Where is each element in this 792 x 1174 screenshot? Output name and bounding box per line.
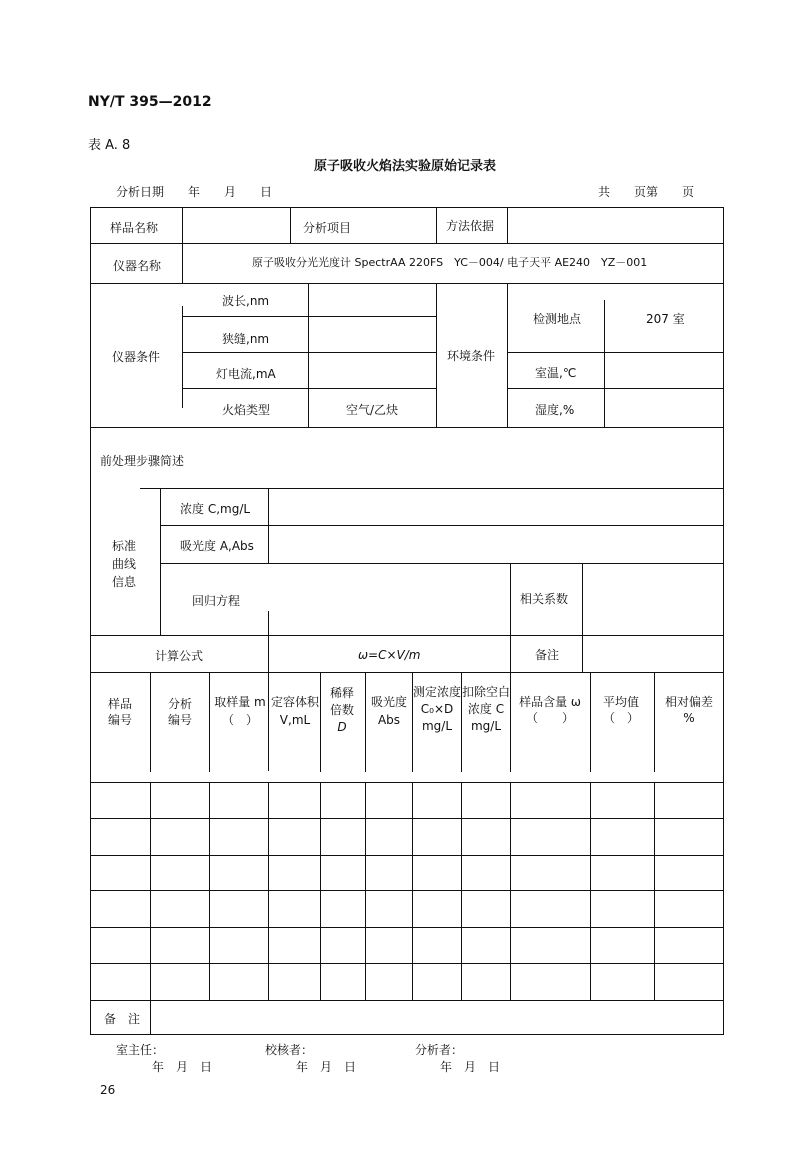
col-sample-content-unit: （ ） bbox=[525, 711, 575, 725]
divider bbox=[461, 782, 462, 1000]
remarks-label: 备 注 bbox=[104, 1012, 141, 1026]
concentration-label: 浓度 C,mg/L bbox=[180, 502, 251, 516]
lamp-current-label: 灯电流,mA bbox=[216, 367, 276, 381]
divider bbox=[182, 208, 183, 244]
divider bbox=[209, 672, 210, 772]
environment-label: 环境条件 bbox=[447, 349, 496, 363]
slit-label: 狭缝,nm bbox=[222, 332, 270, 346]
page-number: 26 bbox=[100, 1083, 116, 1097]
col-dilution-3: D bbox=[337, 720, 347, 734]
col-analysis-no: 分析 bbox=[167, 697, 193, 711]
row-line bbox=[507, 352, 724, 353]
humidity-label: 湿度,% bbox=[535, 403, 575, 417]
formula-value: ω=C×V/m bbox=[358, 648, 421, 662]
curve-label-1: 标准 bbox=[112, 539, 137, 553]
absorbance-label: 吸光度 A,Abs bbox=[180, 539, 254, 553]
divider bbox=[160, 488, 161, 636]
formula-note-label: 备注 bbox=[535, 648, 560, 662]
divider bbox=[150, 782, 151, 1035]
page-title: 原子吸收火焰法实验原始记录表 bbox=[313, 159, 497, 174]
col-absorbance-unit: Abs bbox=[377, 713, 401, 727]
curve-label-2: 曲线 bbox=[112, 557, 137, 571]
divider bbox=[320, 782, 321, 1000]
row-line bbox=[90, 635, 724, 636]
row-line bbox=[182, 352, 436, 353]
checker-label: 校核者： bbox=[265, 1043, 314, 1057]
curve-label-3: 信息 bbox=[112, 575, 137, 589]
row-line bbox=[90, 855, 724, 856]
divider bbox=[510, 563, 511, 673]
divider bbox=[507, 283, 508, 427]
col-dilution-2: 倍数 bbox=[329, 703, 355, 717]
divider bbox=[268, 782, 269, 1000]
divider bbox=[436, 283, 437, 427]
regression-label: 回归方程 bbox=[192, 594, 241, 608]
row-line bbox=[90, 890, 724, 891]
col-measured-conc-2: C₀×D bbox=[420, 702, 454, 716]
divider bbox=[510, 782, 511, 1000]
col-blank-conc: 扣除空白 bbox=[461, 685, 511, 699]
col-sample-no-2: 编号 bbox=[107, 713, 133, 727]
divider bbox=[182, 243, 183, 283]
row-line bbox=[90, 1000, 724, 1001]
flame-type-value: 空气/乙炔 bbox=[346, 403, 399, 417]
method-basis-label: 方法依据 bbox=[446, 219, 495, 233]
row-line bbox=[160, 525, 724, 526]
divider bbox=[365, 672, 366, 772]
divider bbox=[268, 611, 269, 771]
divider bbox=[150, 672, 151, 772]
test-site-label: 检测地点 bbox=[533, 312, 582, 326]
divider bbox=[654, 782, 655, 1000]
col-average-unit: （ ） bbox=[602, 711, 640, 725]
formula-label: 计算公式 bbox=[155, 649, 204, 663]
divider bbox=[590, 672, 591, 772]
standard-code: NY/T 395—2012 bbox=[88, 94, 212, 110]
row-line bbox=[507, 388, 724, 389]
row-line bbox=[90, 283, 724, 284]
row-line bbox=[140, 488, 724, 489]
page-count-label: 共 页第 页 bbox=[598, 185, 695, 199]
col-measured-conc-3: mg/L bbox=[421, 719, 453, 733]
divider bbox=[412, 782, 413, 1000]
analyst-label: 分析者： bbox=[415, 1043, 464, 1057]
pretreatment-label: 前处理步骤简述 bbox=[100, 454, 185, 468]
col-sample-mass: 取样量 m bbox=[214, 695, 266, 709]
divider bbox=[510, 672, 511, 772]
row-line bbox=[160, 563, 724, 564]
divider bbox=[604, 300, 605, 427]
row-line bbox=[90, 427, 724, 428]
analyst-date: 年 月 日 bbox=[440, 1060, 501, 1074]
col-blank-conc-2: 浓度 C bbox=[467, 702, 505, 716]
director-label: 室主任： bbox=[116, 1043, 165, 1057]
divider bbox=[365, 782, 366, 1000]
checker-date: 年 月 日 bbox=[296, 1060, 357, 1074]
divider bbox=[320, 672, 321, 772]
row-line bbox=[90, 672, 724, 673]
row-line bbox=[90, 963, 724, 964]
divider bbox=[268, 488, 269, 564]
analysis-item-label: 分析项目 bbox=[303, 221, 352, 235]
director-date: 年 月 日 bbox=[152, 1060, 213, 1074]
col-volume-unit: V,mL bbox=[279, 713, 311, 727]
row-line bbox=[90, 927, 724, 928]
table-number: 表 A. 8 bbox=[88, 138, 131, 153]
divider bbox=[290, 208, 291, 244]
correlation-label: 相关系数 bbox=[520, 592, 569, 606]
col-absorbance: 吸光度 bbox=[370, 695, 408, 709]
col-analysis-no-2: 编号 bbox=[167, 713, 193, 727]
divider bbox=[590, 782, 591, 1000]
room-temp-label: 室温,℃ bbox=[535, 366, 577, 380]
row-line bbox=[90, 782, 724, 783]
flame-type-label: 火焰类型 bbox=[222, 403, 271, 417]
row-line bbox=[182, 316, 436, 317]
test-site-value: 207 室 bbox=[646, 312, 685, 326]
divider bbox=[436, 208, 437, 244]
col-volume: 定容体积 bbox=[270, 695, 320, 709]
instrument-conditions-label: 仪器条件 bbox=[112, 350, 161, 364]
row-line bbox=[90, 243, 724, 244]
wavelength-label: 波长,nm bbox=[222, 294, 270, 308]
row-line bbox=[182, 388, 436, 389]
col-sample-mass-unit: （ ） bbox=[221, 713, 259, 727]
divider bbox=[182, 306, 183, 408]
col-sample-no: 样品 bbox=[107, 697, 133, 711]
sample-name-label: 样品名称 bbox=[110, 221, 159, 235]
divider bbox=[582, 563, 583, 673]
divider bbox=[507, 208, 508, 244]
instrument-name-label: 仪器名称 bbox=[113, 259, 162, 273]
col-sample-content: 样品含量 ω bbox=[519, 695, 581, 709]
col-average: 平均值 bbox=[602, 695, 640, 709]
instrument-name-value: 原子吸收分光光度计 SpectrAA 220FS YC－004/ 电子天平 AE240 YZ－001 bbox=[252, 256, 648, 269]
col-relative-deviation: 相对偏差 bbox=[664, 695, 714, 709]
divider bbox=[308, 283, 309, 427]
col-measured-conc: 测定浓度 bbox=[412, 685, 462, 699]
row-line bbox=[90, 818, 724, 819]
record-table bbox=[90, 207, 724, 1035]
divider bbox=[654, 672, 655, 772]
divider bbox=[209, 782, 210, 1000]
col-dilution: 稀释 bbox=[329, 686, 355, 700]
analysis-date-label: 分析日期 年 月 日 bbox=[116, 185, 273, 199]
col-relative-deviation-unit: % bbox=[683, 711, 695, 725]
col-blank-conc-3: mg/L bbox=[470, 719, 502, 733]
